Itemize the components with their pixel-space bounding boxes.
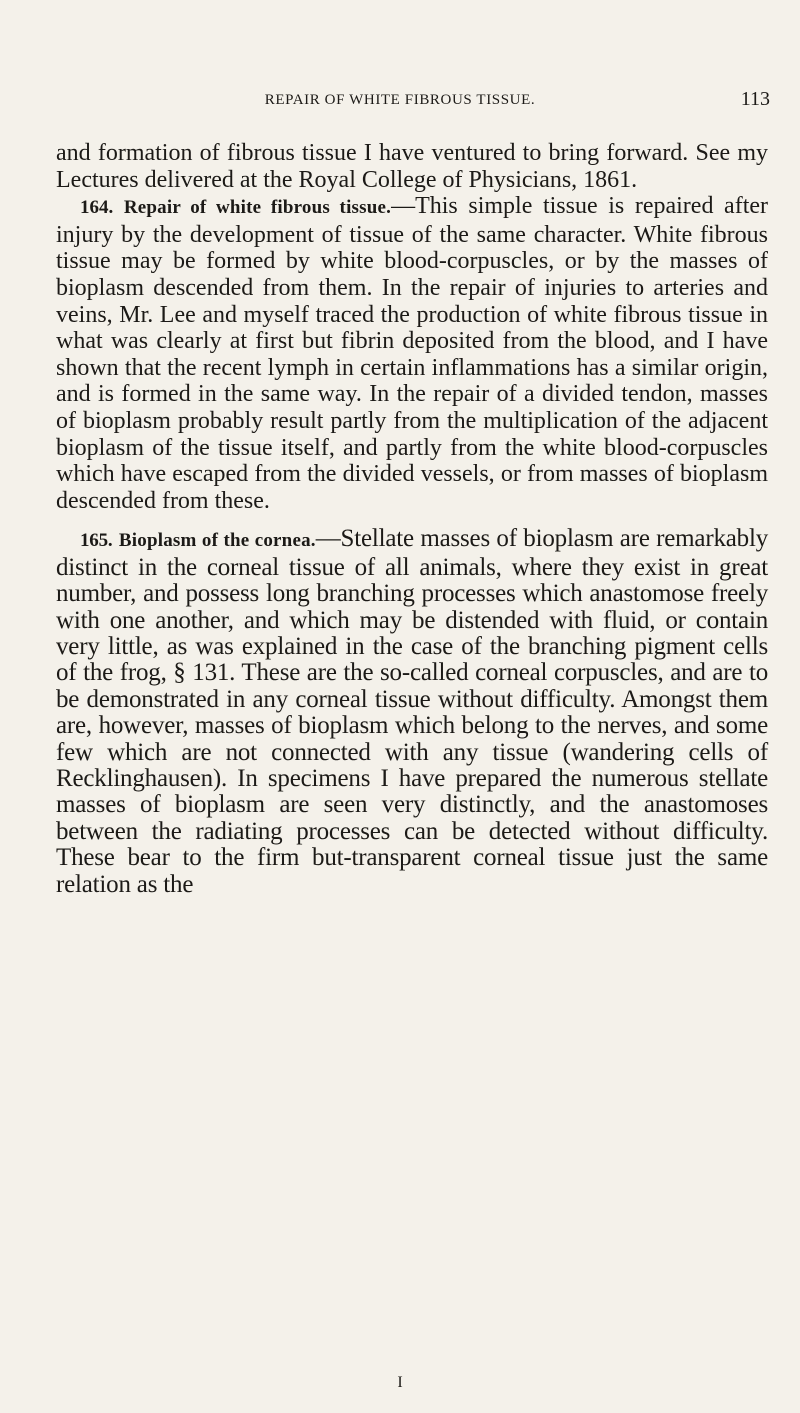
section-text: —This simple tissue is repaired after injury by the development of tissue of the same character. White fibrous tissue may be formed by white blood-corpuscles, or by the masses of bioplasm descended from them. In the repair of injuries to arteries and veins, Mr. Lee and myself traced the production of white fibrous tissue in what was clearly at first but fibrin deposited from the blood, and I have shown that the recent lymph in certain inflammations has a similar origin, and is formed in the same way. In the repair of a divided tendon, masses of bioplasm probably result partly from the multiplication of the adjacent bioplasm of the tissue itself, and partly from the white blood-corpuscles which have escaped from the divided vessels, or from masses of bioplasm descended from these. xyxy=(56,193,769,514)
section-heading: Repair of white fibrous tissue. xyxy=(123,197,392,219)
section-164 xyxy=(56,193,768,514)
running-title: REPAIR OF WHITE FIBROUS TISSUE. xyxy=(264,92,536,108)
page-number: 113 xyxy=(740,88,770,110)
signature-mark: I xyxy=(397,1374,403,1391)
section-number: 164. xyxy=(80,197,114,219)
section-text: —Stellate masses of bioplasm are remarkably distinct in the corneal tissue of all animals, where they exist in great number, and possess long branching processes which anastomose freely with one another, and which may be distended with fluid, or contain very little, as was explained in the case of the branching pigment cells of the frog, § 131. These are the so-called corneal corpuscles, and are to be demonstrated in any corneal tissue without difficulty. Amongst them are, however, masses of bioplasm which belong to the nerves, and some few which are not connected with any tissue (wandering cells of Recklinghausen). In specimens I have prepared the numerous stellate masses of bioplasm are seen very distinctly, and the anastomoses between the radiating processes can be detected without difficulty. These bear to the firm but-transparent corneal tissue just the same relation as the xyxy=(56,525,768,898)
running-head xyxy=(0,88,800,110)
section-165 xyxy=(56,526,768,898)
section-heading: Bioplasm of the cornea. xyxy=(118,530,316,552)
paragraph-continuation: and formation of fibrous tissue I have ventured to bring forward. See my Lectures delivered at the Royal College of Physicians, 1861. xyxy=(56,140,768,193)
body-text xyxy=(56,140,768,898)
section-number: 165. xyxy=(80,530,113,552)
